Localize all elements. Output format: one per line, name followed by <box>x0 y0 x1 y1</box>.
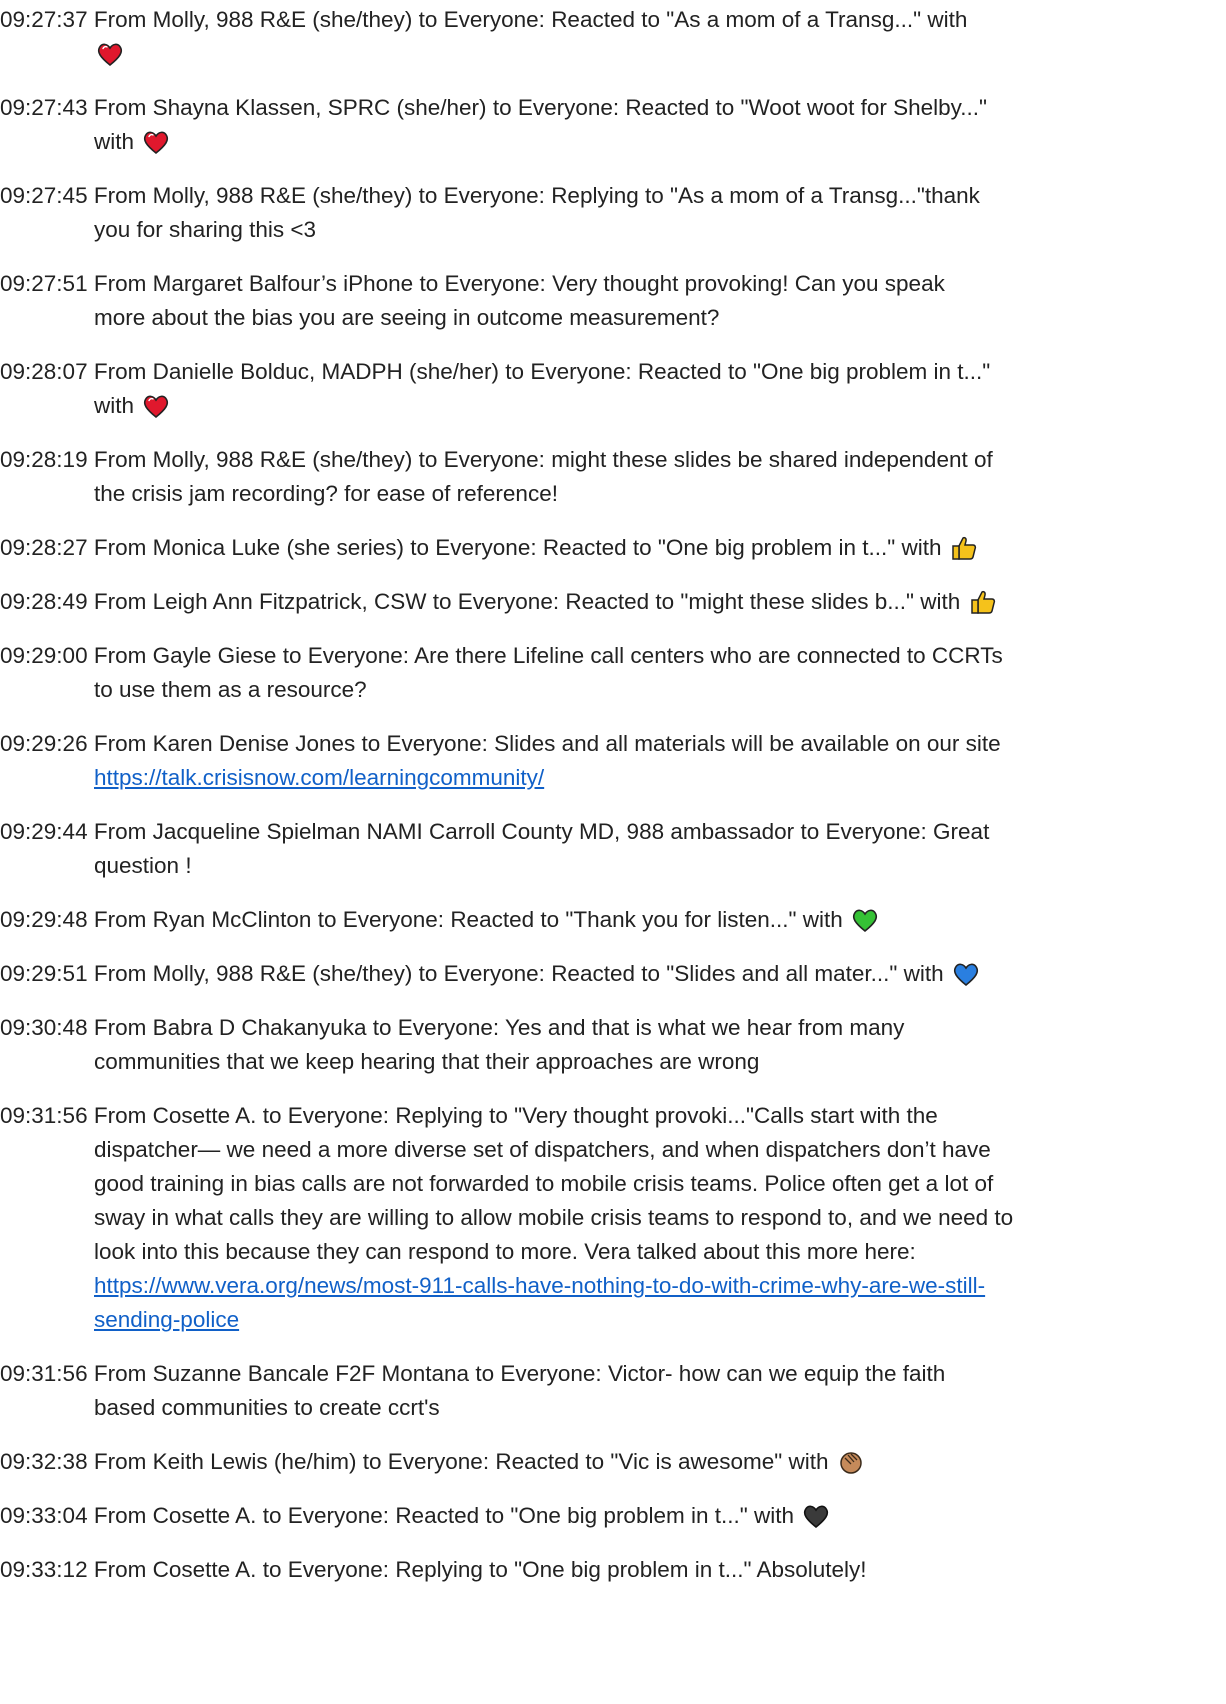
message-text: Reacted to "One big problem in t..." with <box>395 1503 794 1528</box>
message-link-line <box>94 1303 239 1337</box>
to-label: to <box>372 1015 392 1040</box>
message-timestamp: 09:32:38 <box>0 1449 88 1474</box>
recipient-label: Everyone: <box>444 271 546 296</box>
message-first-line <box>0 267 945 301</box>
message-first-line <box>0 3 967 37</box>
to-label: to <box>418 7 438 32</box>
sender-name: Gayle Giese <box>152 643 277 668</box>
to-label: to <box>492 95 512 120</box>
to-label: to <box>282 643 302 668</box>
message-timestamp: 09:33:04 <box>0 1503 88 1528</box>
sender-name: Jacqueline Spielman NAMI Carroll County MD, 988 ambassador <box>152 819 795 844</box>
recipient-label: Everyone: <box>386 731 488 756</box>
message-first-line <box>0 1553 867 1587</box>
message-link[interactable]: https://www.vera.org/news/most-911-calls-have-nothing-to-do-with-crime-why-are-we-still- <box>94 1273 986 1298</box>
sender-name: Keith Lewis (he/him) <box>152 1449 357 1474</box>
message-first-line <box>0 355 990 389</box>
message-text-continued: dispatcher— we need a more diverse set of dispatchers, and when dispatchers don’t have <box>94 1137 991 1162</box>
red-heart-icon <box>96 41 124 67</box>
to-label: to <box>410 535 430 560</box>
message-text-continued: sway in what calls they are willing to allow mobile crisis teams to respond to, and we need to <box>94 1205 1014 1230</box>
sender-name: Cosette A. <box>152 1103 257 1128</box>
message-continuation <box>94 673 367 707</box>
message-continuation <box>94 477 558 511</box>
recipient-label: Everyone: <box>443 961 545 986</box>
message-timestamp: 09:29:00 <box>0 643 88 668</box>
message-first-line <box>0 903 879 937</box>
thumbs-up-icon <box>950 535 978 561</box>
from-label: From <box>93 961 147 986</box>
from-label: From <box>93 1103 147 1128</box>
from-label: From <box>93 535 147 560</box>
message-text: Reacted to "Slides and all mater..." with <box>551 961 944 986</box>
message-text: Reacted to "might these slides b..." with <box>565 589 961 614</box>
message-text-continued: to use them as a resource? <box>94 677 367 702</box>
recipient-label: Everyone: <box>500 1361 602 1386</box>
blue-heart-icon <box>952 961 980 987</box>
sender-name: Margaret Balfour’s iPhone <box>152 271 414 296</box>
sender-name: Molly, 988 R&E (she/they) <box>152 183 413 208</box>
to-label: to <box>419 271 439 296</box>
message-continuation <box>94 1133 991 1167</box>
sender-name: Monica Luke (she series) <box>152 535 404 560</box>
message-continuation <box>94 1167 993 1201</box>
message-text: Great <box>933 819 990 844</box>
recipient-label: Everyone: <box>287 1503 390 1528</box>
from-label: From <box>93 447 147 472</box>
from-label: From <box>93 359 147 384</box>
recipient-label: Everyone: <box>443 447 545 472</box>
thumbs-up-icon <box>969 589 997 615</box>
recipient-label: Everyone: <box>342 907 445 932</box>
sender-name: Babra D Chakanyuka <box>152 1015 367 1040</box>
message-text-continued: more about the bias you are seeing in outcome measurement? <box>94 305 720 330</box>
message-text: Are there Lifeline call centers who are connected to CCRTs <box>414 643 1003 668</box>
message-link[interactable]: sending-police <box>94 1307 240 1332</box>
message-continuation <box>94 1045 759 1079</box>
message-timestamp: 09:29:26 <box>0 731 88 756</box>
message-timestamp: 09:28:27 <box>0 535 88 560</box>
message-first-line <box>0 531 978 565</box>
recipient-label: Everyone: <box>397 1015 500 1040</box>
recipient-label: Everyone: <box>435 535 537 560</box>
recipient-label: Everyone: <box>307 643 410 668</box>
message-text: Replying to "One big problem in t..." Absolutely! <box>395 1557 867 1582</box>
recipient-label: Everyone: <box>387 1449 490 1474</box>
sender-name: Danielle Bolduc, MADPH (she/her) <box>152 359 500 384</box>
to-label: to <box>317 907 337 932</box>
message-timestamp: 09:27:45 <box>0 183 88 208</box>
message-continuation <box>94 849 192 883</box>
message-timestamp: 09:27:37 <box>0 7 88 32</box>
message-first-line <box>0 1499 830 1533</box>
clapping-hands-icon <box>837 1449 865 1475</box>
message-first-line <box>0 443 993 477</box>
message-text: Replying to "As a mom of a Transg..."thank <box>551 183 980 208</box>
to-label: to <box>505 359 525 384</box>
message-link[interactable]: https://talk.crisisnow.com/learningcommunity/ <box>94 765 545 790</box>
message-timestamp: 09:31:56 <box>0 1103 88 1128</box>
message-first-line <box>0 1445 865 1479</box>
recipient-label: Everyone: <box>825 819 927 844</box>
from-label: From <box>93 1503 147 1528</box>
sender-name: Leigh Ann Fitzpatrick, CSW <box>152 589 427 614</box>
recipient-label: Everyone: <box>517 95 620 120</box>
message-timestamp: 09:29:44 <box>0 819 88 844</box>
recipient-label: Everyone: <box>457 589 560 614</box>
from-label: From <box>93 643 147 668</box>
message-text: Reacted to "As a mom of a Transg..." with <box>551 7 968 32</box>
message-continuation <box>94 389 170 423</box>
message-first-line <box>0 815 989 849</box>
message-continuation <box>94 37 124 71</box>
message-continuation <box>94 125 170 159</box>
message-text-continued: communities that we keep hearing that their approaches are wrong <box>94 1049 760 1074</box>
message-text: Victor- how can we equip the faith <box>607 1361 946 1386</box>
message-first-line <box>0 1099 938 1133</box>
message-continuation <box>94 213 316 247</box>
recipient-label: Everyone: <box>530 359 632 384</box>
to-label: to <box>475 1361 495 1386</box>
to-label: to <box>262 1503 282 1528</box>
from-label: From <box>93 589 147 614</box>
message-text-continued: the crisis jam recording? for ease of reference! <box>94 481 558 506</box>
from-label: From <box>93 271 147 296</box>
message-continuation <box>94 1201 1013 1235</box>
message-timestamp: 09:29:51 <box>0 961 88 986</box>
message-text-continued: question ! <box>94 853 192 878</box>
message-first-line <box>0 585 997 619</box>
from-label: From <box>93 95 147 120</box>
message-first-line <box>0 727 1001 761</box>
message-first-line <box>0 1011 904 1045</box>
message-text: Yes and that is what we hear from many <box>504 1015 905 1040</box>
message-timestamp: 09:28:49 <box>0 589 88 614</box>
message-continuation <box>94 301 719 335</box>
sender-name: Molly, 988 R&E (she/they) <box>152 7 413 32</box>
message-first-line <box>0 957 980 991</box>
message-link-line <box>94 1269 985 1303</box>
message-first-line <box>0 1357 945 1391</box>
message-timestamp: 09:31:56 <box>0 1361 88 1386</box>
message-first-line <box>0 91 987 125</box>
to-label: to <box>362 1449 382 1474</box>
red-heart-icon <box>142 129 170 155</box>
message-text: might these slides be shared independent of <box>551 447 993 472</box>
message-timestamp: 09:28:07 <box>0 359 88 384</box>
message-text-continued: good training in bias calls are not forwarded to mobile crisis teams. Police often get a lot of <box>94 1171 994 1196</box>
from-label: From <box>93 183 147 208</box>
message-text-continued: you for sharing this <3 <box>94 217 317 242</box>
red-heart-icon <box>142 393 170 419</box>
to-label: to <box>418 183 438 208</box>
message-text: Reacted to "One big problem in t..." with <box>542 535 942 560</box>
message-timestamp: 09:27:51 <box>0 271 88 296</box>
message-text: Reacted to "Thank you for listen..." with <box>450 907 843 932</box>
black-heart-icon <box>802 1503 830 1529</box>
message-first-line <box>0 639 1003 673</box>
from-label: From <box>93 1557 147 1582</box>
from-label: From <box>93 7 147 32</box>
message-text-continued: look into this because they can respond to more. Vera talked about this more here: <box>94 1239 916 1264</box>
sender-name: Ryan McClinton <box>152 907 312 932</box>
sender-name: Molly, 988 R&E (she/they) <box>152 447 413 472</box>
from-label: From <box>93 1449 147 1474</box>
sender-name: Suzanne Bancale F2F Montana <box>152 1361 470 1386</box>
sender-name: Shayna Klassen, SPRC (she/her) <box>152 95 487 120</box>
message-timestamp: 09:28:19 <box>0 447 88 472</box>
recipient-label: Everyone: <box>287 1103 390 1128</box>
from-label: From <box>93 1361 147 1386</box>
message-text: Replying to "Very thought provoki..."Calls start with the <box>395 1103 938 1128</box>
sender-name: Karen Denise Jones <box>152 731 356 756</box>
message-timestamp: 09:29:48 <box>0 907 88 932</box>
to-label: to <box>361 731 381 756</box>
sender-name: Cosette A. <box>152 1503 257 1528</box>
green-heart-icon <box>851 907 879 933</box>
to-label: to <box>262 1557 282 1582</box>
from-label: From <box>93 907 147 932</box>
to-label: to <box>432 589 452 614</box>
message-link-line <box>94 761 544 795</box>
sender-name: Molly, 988 R&E (she/they) <box>152 961 413 986</box>
message-text: Reacted to "Woot woot for Shelby..." <box>625 95 987 120</box>
message-text-continued: with <box>94 393 135 418</box>
message-text: Slides and all materials will be available on our site <box>494 731 1001 756</box>
message-timestamp: 09:27:43 <box>0 95 88 120</box>
to-label: to <box>800 819 820 844</box>
recipient-label: Everyone: <box>287 1557 390 1582</box>
message-timestamp: 09:30:48 <box>0 1015 88 1040</box>
from-label: From <box>93 819 147 844</box>
message-text: Very thought provoking! Can you speak <box>552 271 945 296</box>
from-label: From <box>93 731 147 756</box>
to-label: to <box>418 961 438 986</box>
to-label: to <box>418 447 438 472</box>
message-timestamp: 09:33:12 <box>0 1557 88 1582</box>
message-continuation <box>94 1235 916 1269</box>
message-continuation <box>94 1391 440 1425</box>
sender-name: Cosette A. <box>152 1557 257 1582</box>
message-first-line <box>0 179 980 213</box>
recipient-label: Everyone: <box>443 183 545 208</box>
message-text-continued: with <box>94 129 135 154</box>
from-label: From <box>93 1015 147 1040</box>
message-text: Reacted to "One big problem in t..." <box>637 359 991 384</box>
to-label: to <box>262 1103 282 1128</box>
message-text-continued: based communities to create ccrt's <box>94 1395 440 1420</box>
recipient-label: Everyone: <box>443 7 545 32</box>
message-text: Reacted to "Vic is awesome" with <box>495 1449 829 1474</box>
